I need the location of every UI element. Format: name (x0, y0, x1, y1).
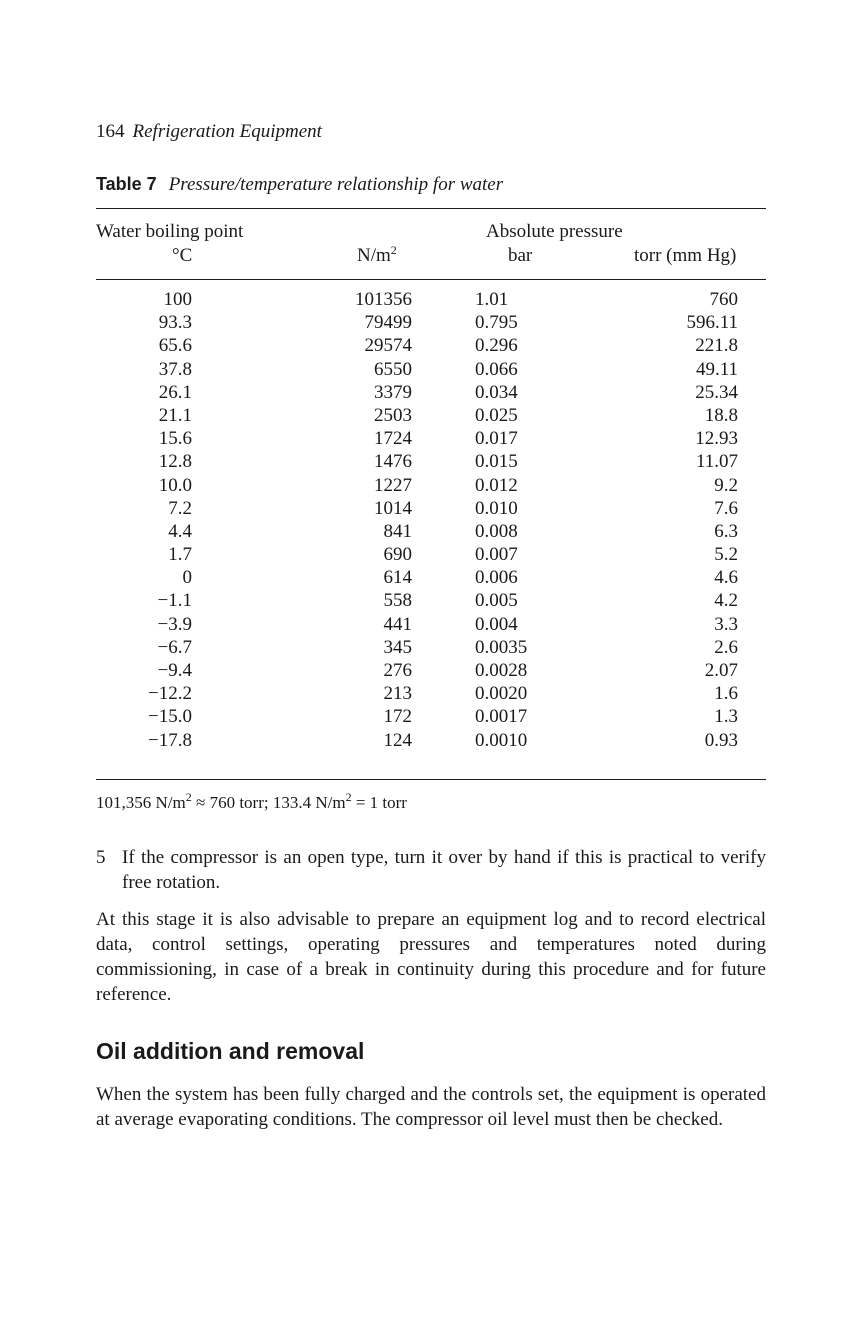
cell-newton-per-m2: 101356 (355, 289, 412, 310)
step-number: 5 (96, 847, 106, 868)
cell-bar: 0.0020 (475, 683, 528, 705)
table-row (0, 288, 864, 311)
cell-newton-per-m2: 29574 (364, 335, 412, 357)
cell-boiling-point: 21.1 (158, 404, 192, 426)
table-row (0, 358, 864, 381)
cell-bar: 0.015 (475, 451, 518, 473)
cell-newton-per-m2: 172 (383, 706, 412, 728)
cell-torr: 7.6 (714, 497, 738, 519)
cell-torr: 760 (709, 289, 738, 310)
table-row (0, 613, 864, 636)
cell-torr: 6.3 (714, 520, 738, 542)
cell-boiling-point: −15.0 (148, 706, 192, 728)
cell-newton-per-m2: 345 (383, 636, 412, 658)
book-title: Refrigeration Equipment (132, 121, 322, 142)
cell-torr: 0.93 (704, 729, 738, 751)
cell-torr: 3.3 (714, 613, 738, 635)
table-body (0, 288, 864, 752)
cell-newton-per-m2: 841 (383, 520, 412, 542)
footnote-sup-2: 2 (345, 790, 352, 804)
page-number: 164 (96, 121, 125, 142)
cell-torr: 25.34 (695, 381, 738, 403)
header-boiling-point: Water boiling point (96, 221, 244, 242)
cell-newton-per-m2: 614 (383, 567, 412, 589)
table-row (0, 705, 864, 728)
cell-torr: 49.11 (695, 358, 738, 380)
cell-torr: 4.6 (714, 567, 738, 589)
header-newton-base: N/m (357, 245, 391, 266)
cell-bar: 0.296 (475, 335, 518, 357)
cell-bar: 0.0028 (475, 660, 528, 681)
cell-torr: 1.3 (714, 706, 738, 728)
table-row (0, 427, 864, 450)
cell-bar: 0.012 (475, 474, 518, 496)
cell-torr: 11.07 (695, 451, 738, 473)
cell-newton-per-m2: 79499 (364, 312, 412, 334)
table-caption (96, 172, 503, 197)
footnote-part-a: 101,356 N/m (96, 793, 186, 812)
cell-bar: 0.017 (475, 428, 518, 450)
table-label: Table 7 (96, 174, 157, 194)
cell-boiling-point: −3.9 (157, 613, 192, 635)
cell-bar: 0.006 (475, 567, 518, 589)
cell-newton-per-m2: 441 (383, 613, 412, 635)
table-row (0, 381, 864, 404)
table-top-rule (96, 208, 766, 209)
cell-boiling-point: 26.1 (158, 381, 192, 403)
cell-boiling-point: 15.6 (158, 428, 192, 450)
cell-newton-per-m2: 276 (383, 660, 412, 681)
cell-boiling-point: 65.6 (158, 335, 192, 357)
cell-bar: 0.004 (475, 613, 518, 635)
cell-newton-per-m2: 3379 (374, 381, 412, 403)
cell-bar: 0.007 (475, 544, 518, 566)
cell-boiling-point: −6.7 (157, 636, 192, 658)
cell-torr: 12.93 (695, 428, 738, 450)
cell-bar: 0.0035 (475, 636, 528, 658)
table-row (0, 450, 864, 473)
header-absolute-pressure: Absolute pressure (486, 221, 623, 242)
table-row (0, 729, 864, 752)
table-bottom-rule (96, 779, 766, 780)
table-row (0, 566, 864, 589)
table-row (0, 474, 864, 497)
cell-newton-per-m2: 690 (383, 544, 412, 566)
cell-torr: 5.2 (714, 544, 738, 566)
header-celsius: °C (172, 245, 193, 266)
cell-boiling-point: 93.3 (158, 312, 192, 334)
footnote-part-c: = 1 torr (351, 793, 407, 812)
section-heading: Oil addition and removal (96, 1038, 365, 1064)
running-head (96, 120, 322, 144)
table-caption-text: Pressure/temperature relationship for water (168, 174, 504, 195)
table-row (0, 404, 864, 427)
cell-boiling-point: 0 (182, 567, 192, 589)
cell-bar: 1.01 (475, 289, 509, 310)
cell-boiling-point: 1.7 (168, 544, 192, 566)
cell-boiling-point: −1.1 (157, 590, 192, 612)
cell-torr: 2.07 (704, 660, 738, 681)
table-row (0, 497, 864, 520)
cell-newton-per-m2: 1476 (374, 451, 412, 473)
header-bar: bar (508, 245, 533, 266)
cell-torr: 596.11 (686, 312, 738, 334)
cell-newton-per-m2: 1227 (374, 474, 412, 496)
cell-torr: 4.2 (714, 590, 738, 612)
cell-bar: 0.034 (475, 381, 518, 403)
cell-boiling-point: 12.8 (158, 451, 192, 473)
table-row (0, 334, 864, 357)
cell-newton-per-m2: 1014 (374, 497, 412, 519)
body-paragraph: When the system has been fully charged and the controls set, the equipment is operated at average evaporating conditions. The compressor oil level must then be checked. (96, 1084, 766, 1130)
table-header-rule (96, 279, 766, 280)
cell-bar: 0.795 (475, 312, 518, 334)
table-row (0, 520, 864, 543)
cell-newton-per-m2: 6550 (374, 358, 412, 380)
cell-boiling-point: 37.8 (158, 358, 192, 380)
header-newton-per-m2 (357, 244, 397, 269)
step-item (96, 845, 766, 895)
cell-newton-per-m2: 2503 (374, 404, 412, 426)
table-row (0, 311, 864, 334)
cell-bar: 0.005 (475, 590, 518, 612)
cell-boiling-point: 7.2 (168, 497, 192, 519)
cell-boiling-point: 10.0 (158, 474, 192, 496)
cell-bar: 0.0010 (475, 729, 528, 751)
cell-boiling-point: 4.4 (168, 520, 192, 542)
cell-torr: 18.8 (704, 404, 738, 426)
body-paragraph: At this stage it is also advisable to prepare an equipment log and to record electrical data, control settings, operating pressures and temperatures noted during commissioning, in case of a break in continuity during this procedure and for future reference. (96, 909, 766, 1005)
footnote-sup-1: 2 (185, 790, 192, 804)
table-footnote (96, 792, 407, 815)
header-newton-sup: 2 (390, 243, 397, 257)
cell-torr: 2.6 (714, 636, 738, 658)
table-row (0, 659, 864, 682)
cell-torr: 221.8 (695, 335, 738, 357)
table-row (0, 682, 864, 705)
table-row (0, 589, 864, 612)
header-torr: torr (mm Hg) (634, 245, 737, 266)
cell-newton-per-m2: 213 (383, 683, 412, 705)
cell-torr: 9.2 (714, 474, 738, 496)
step-text: If the compressor is an open type, turn it over by hand if this is practical to verify free rotation. (122, 847, 766, 893)
cell-bar: 0.0017 (475, 706, 528, 728)
cell-boiling-point: −12.2 (148, 683, 192, 705)
table-row (0, 543, 864, 566)
cell-newton-per-m2: 558 (383, 590, 412, 612)
footnote-part-b: ≈ 760 torr; 133.4 N/m (191, 793, 346, 812)
cell-boiling-point: −17.8 (148, 729, 192, 751)
cell-bar: 0.008 (475, 520, 518, 542)
cell-torr: 1.6 (714, 683, 738, 705)
cell-bar: 0.066 (475, 358, 518, 380)
cell-bar: 0.025 (475, 404, 518, 426)
cell-newton-per-m2: 124 (383, 729, 412, 751)
cell-boiling-point: 100 (163, 289, 192, 310)
cell-bar: 0.010 (475, 497, 518, 519)
table-row (0, 636, 864, 659)
cell-boiling-point: −9.4 (157, 660, 192, 681)
cell-newton-per-m2: 1724 (374, 428, 412, 450)
